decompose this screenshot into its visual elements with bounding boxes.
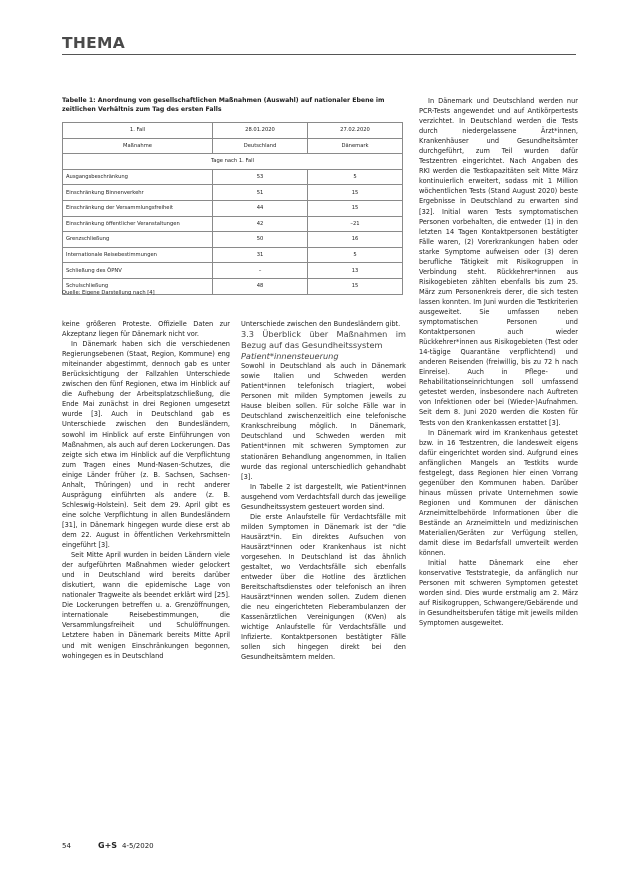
table-row [63, 200, 403, 216]
table-cell: 5 [308, 169, 403, 185]
paragraph: In Dänemark wird im Krankenhaus getestet bzw. in 16 Testzentren, die landesweit eigens dafür eingerichtet worden sind. Aufgrund eines anfänglichen Mangels an Testkits wurde festgelegt, dass Regionen hier einen Vorrang gegenüber den Kommunen haben. Darüber hinaus müssen private Unternehmen sowie Regionen und Kommunen der dänischen Arzneimittelbehörde Informationen über die Bestände an Arzneimitteln und medizinischen Materialien/Geräten zur Verfügung stellen, damit diese im Bedarfsfall umverteilt werden können. [419, 428, 578, 558]
issue-number: 4-5/2020 [122, 842, 154, 850]
table-cell: Einschränkung der Versammlungsfreiheit [63, 200, 213, 216]
table-group-cell: Tage nach 1. Fall [63, 154, 403, 170]
paragraph: In Dänemark und Deutschland werden nur PCR-Tests angewendet und auf Antikörpertests verzichtet. In Deutschland werden die Tests durch niedergelassene Ärzt*innen, Krankenhäuser und Gesundheitsämter durchgeführt, zum Teil wurden dafür Testzentren eingerichtet. Nach Angaben des RKI werden die Testkapazitäten seit Mitte März kontinuierlich erweitert, sodass mit 1 Million wöchentlichen Tests (Stand August 2020) beste Ergebnisse in Deutschland zu erwarten sind [32]. Initial waren Tests symptomatischen Personen vorbehalten, die entweder (1) in den letzten 14 Tagen Kontaktpersonen bestätigter Fälle waren, (2) Vorerkrankungen haben oder starke Symptome aufweisen oder (3) deren berufliche Tätigkeit mit Risikogruppen in Verbindung steht. Rückkehrer*innen aus Risikogebieten zählten ebenfalls bis zum 25. März zum Personenkreis derer, die sich testen lassen konnten. Im Juni wurden die Testkriterien ausgeweitet. Sie umfassen neben symptomatischen Personen und Kontaktpersonen auch wieder Rückkehrer*innen aus Risikogebieten (Test oder 14-tägige Quarantäne verpflichtend) und anderen Reisenden (freiwillig, bis zu 72 h nach Einreise). Auch in Pflege- und Rehabilitationseinrichtungen soll umfassend getestet werden, insbesondere nach Auftreten von Infektionen oder bei (Wieder-)Aufnahmen. Seit dem 8. Juni 2020 werden die Kosten für Tests von den Krankenkassen erstattet [3]. [419, 97, 578, 427]
table-cell: Ausgangsbeschränkung [63, 169, 213, 185]
paragraph: Sowohl in Deutschland als auch in Dänemark sowie Italien und Schweden werden Patient*innen telefonisch triagiert, wobei Personen mit milden Symptomen jeweils zu Hause bleiben sollen. Für solche Fälle war in Deutschland zwischenzeitlich eine telefonische Krankschreibung möglich. In Dänemark, Deutschland und Schweden werden mit Patient*innen mit schweren Symptomen zur stationären Behandlung angenommen, in Italien wurde das regional unterschiedlich gehandhabt [3]. [241, 362, 406, 481]
table-caption: Tabelle 1: Anordnung von gesellschaftlichen Maßnahmen (Auswahl) auf nationaler Ebene im zeitlichen Verhältnis zum Tag des ersten Falls [62, 97, 385, 113]
table-cell: –21 [308, 216, 403, 232]
table-cell: 5 [308, 247, 403, 263]
table-cell: Internationale Reisebestimmungen [63, 247, 213, 263]
table-cell: 44 [213, 200, 308, 216]
table-cell: – [213, 263, 308, 279]
section-title: THEMA [62, 34, 126, 52]
page-number: 54 [62, 842, 71, 850]
paragraph: Initial hatte Dänemark eine eher konservative Teststrategie, da anfänglich nur Personen mit schweren Symptomen getestet worden sind. Dies wurde erstmalig am 2. März auf Risikogruppen, Schwangere/Gebärende und in Gesundheitsberufen tätige mit jeweils milden Symptomen ausgeweitet. [419, 559, 578, 628]
measures-table [62, 122, 403, 295]
table-cell: 28.01.2020 [213, 123, 308, 139]
table-row [63, 247, 403, 263]
paragraph: Die erste Anlaufstelle für Verdachtsfälle mit milden Symptomen in Dänemark ist der "die Hausärzt*in. Ein direktes Aufsuchen von Hausärzt*innen oder Krankenhaus ist nicht vorgesehen. In Deutschland ist das ähnlich gestaltet, wo Verdachtsfälle sich ebenfalls entweder über die Hotline des ärztlichen Bereitschaftsdienstes oder telefonisch an ihren Hausärzt*innen wenden sollen. Zudem dienen die neu eingerichteten Fieberambulanzen der Kassenärztlichen Vereinigungen (KVen) als wichtige Anlaufstelle für Verdachtsfälle und Infizierte. Kontaktpersonen bestätigter Fälle sollen sich hingegen direkt bei den Gesundheitsämtern melden. [241, 512, 406, 662]
table-cell: 15 [308, 278, 403, 294]
table-header-cell: Maßnahme [63, 138, 213, 154]
table-row [63, 263, 403, 279]
table-cell: 27.02.2020 [308, 123, 403, 139]
text-column-left [62, 319, 230, 661]
table-cell: 15 [308, 185, 403, 201]
table-cell: 16 [308, 232, 403, 248]
paragraph: In Dänemark haben sich die verschiedenen Regierungsebenen (Staat, Region, Kommune) eng miteinander abgestimmt, dennoch gab es unter Berücksichtigung der Fallzahlen Unterschiede zwischen den fünf Regionen, etwa im Hinblick auf die Aufhebung der Arbeitsplatzschließung, die Ende Mai zunächst in drei Regionen umgesetzt wurde [3]. Auch in Deutschland gab es Unterschiede zwischen den Bundesländern, sowohl im Hinblick auf erste Einführungen von Maßnahmen, als auch auf deren Lockerungen. Das zeigte sich etwa im Hinblick auf die Verpflichtung zum Tragen eines Mund-Nasen-Schutzes, die einige Länder früher (z. B. Sachsen, Sachsen-Anhalt, Thüringen) und in recht anderer Ausprägung einführten als andere (z. B. Schleswig-Holstein). Seit dem 29. April gibt es eine solche Verpflichtung in allen Bundesländern [31], in Dänemark hingegen wurde diese erst ab dem 22. August in öffentlichen Verkehrsmitteln eingeführt [3]. [62, 340, 230, 550]
paragraph: In Tabelle 2 ist dargestellt, wie Patient*innen ausgehend vom Verdachtsfall durch das jeweilige Gesundheitssystem gesteuert worden sind. [241, 482, 406, 511]
subsection-heading: Patient*innensteuerung [241, 351, 339, 362]
table-cell: Schulschließung [63, 278, 213, 294]
table-cell: 31 [213, 247, 308, 263]
table-cell: 15 [308, 200, 403, 216]
text-column-middle [241, 319, 406, 663]
table-cell: 1. Fall [63, 123, 213, 139]
table-row [63, 216, 403, 232]
paragraph: Unterschiede zwischen den Bundesländern gibt. [241, 320, 401, 328]
table-header-row [63, 138, 403, 154]
table-source: Quelle: Eigene Darstellung nach [4] [62, 290, 155, 296]
table-cell: 50 [213, 232, 308, 248]
table-cell: 48 [213, 278, 308, 294]
table-cell: 13 [308, 263, 403, 279]
table-row [63, 232, 403, 248]
page-header [62, 34, 576, 55]
paragraph: keine größeren Proteste. Offizielle Daten zur Akzeptanz liegen für Dänemark nicht vor. [62, 320, 230, 339]
table-header-cell: Deutschland [213, 138, 308, 154]
table-row [63, 169, 403, 185]
table-row [63, 185, 403, 201]
table-cell: Grenzschließung [63, 232, 213, 248]
table-cell: 51 [213, 185, 308, 201]
section-heading: 3.3 Überblick über Maßnahmen im Bezug auf das Gesundheitssystem [241, 329, 406, 351]
table-header-cell: Dänemark [308, 138, 403, 154]
table-cell: Schließung des ÖPNV [63, 263, 213, 279]
table-cell: Einschränkung öffentlicher Veranstaltungen [63, 216, 213, 232]
table-cell: 42 [213, 216, 308, 232]
journal-logo: G+S [98, 841, 118, 850]
table-top-row [63, 123, 403, 139]
table-group-row [63, 154, 403, 170]
paragraph: Seit Mitte April wurden in beiden Ländern viele der aufgeführten Maßnahmen wieder gelockert und in Deutschland wird bereits darüber diskutiert, wann die epidemische Lage von nationaler Tragweite als beendet erklärt wird [25]. Die Lockerungen betreffen u. a. Grenzöffnungen, internationale Reisebestimmungen, die Versammlungsfreiheit und Schulöffnungen. Letztere haben in Dänemark bereits Mitte April und mit wenigen Einschränkungen begonnen, wohingegen es in Deutschland [62, 551, 230, 660]
text-column-right [419, 96, 578, 628]
table-cell: 53 [213, 169, 308, 185]
table-cell: Einschränkung Binnenverkehr [63, 185, 213, 201]
